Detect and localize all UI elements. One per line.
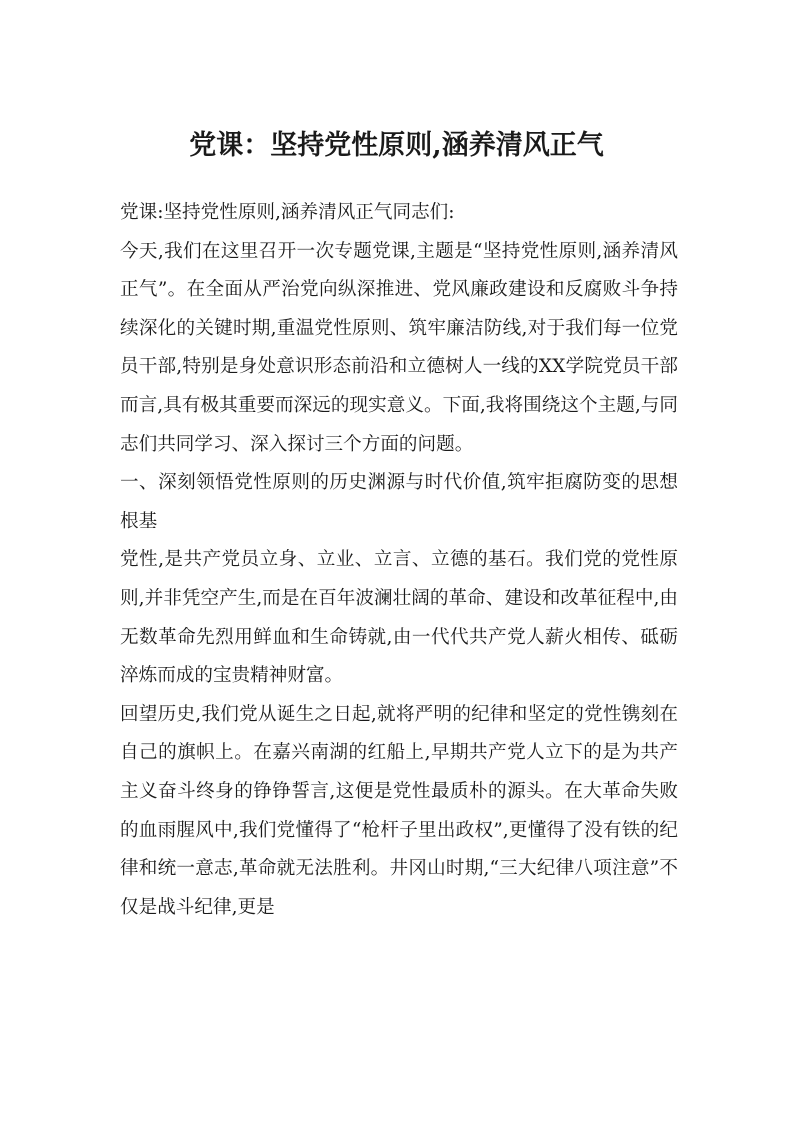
greeting-paragraph: 党课:坚持党性原则,涵养清风正气同志们: <box>120 202 455 223</box>
document-title: 党课：坚持党性原则,涵养清风正气 <box>189 130 604 161</box>
section-heading-1: 一、深刻领悟党性原则的历史渊源与时代价值,筑牢拒腐防变的思想根基 <box>120 472 678 532</box>
intro-paragraph: 今天,我们在这里召开一次专题党课,主题是“坚持党性原则,涵养清风正气”。在全面从严治党向纵深推进、党风廉政建设和反腐败斗争持续深化的关键时期,重温党性原则、筑牢廉洁防线,对于我们每一位党员干部,特别是身处意识形态前沿和立德树人一线的XX学院党员干部而言,具有极其重要而深远的现实意义。下面,我将围绕这个主题,与同志们共同学习、深入探讨三个方面的问题。 <box>120 240 678 455</box>
body-paragraph: 党性,是共产党员立身、立业、立言、立德的基石。我们党的党性原则,并非凭空产生,而是在百年波澜壮阔的革命、建设和改革征程中,由无数革命先烈用鲜血和生命铸就,由一代代共产党人薪火相传、砥砺淬炼而成的宝贵精神财富。 <box>120 549 678 687</box>
document-body <box>120 194 678 927</box>
body-paragraph: 回望历史,我们党从诞生之日起,就将严明的纪律和坚定的党性镌刻在自己的旗帜上。在嘉兴南湖的红船上,早期共产党人立下的是为共产主义奋斗终身的铮铮誓言,这便是党性最质朴的源头。在大革命失败的血雨腥风中,我们党懂得了“枪杆子里出政权”,更懂得了没有铁的纪律和统一意志,革命就无法胜利。井冈山时期,“三大纪律八项注意”不仅是战斗纪律,更是 <box>120 703 678 918</box>
